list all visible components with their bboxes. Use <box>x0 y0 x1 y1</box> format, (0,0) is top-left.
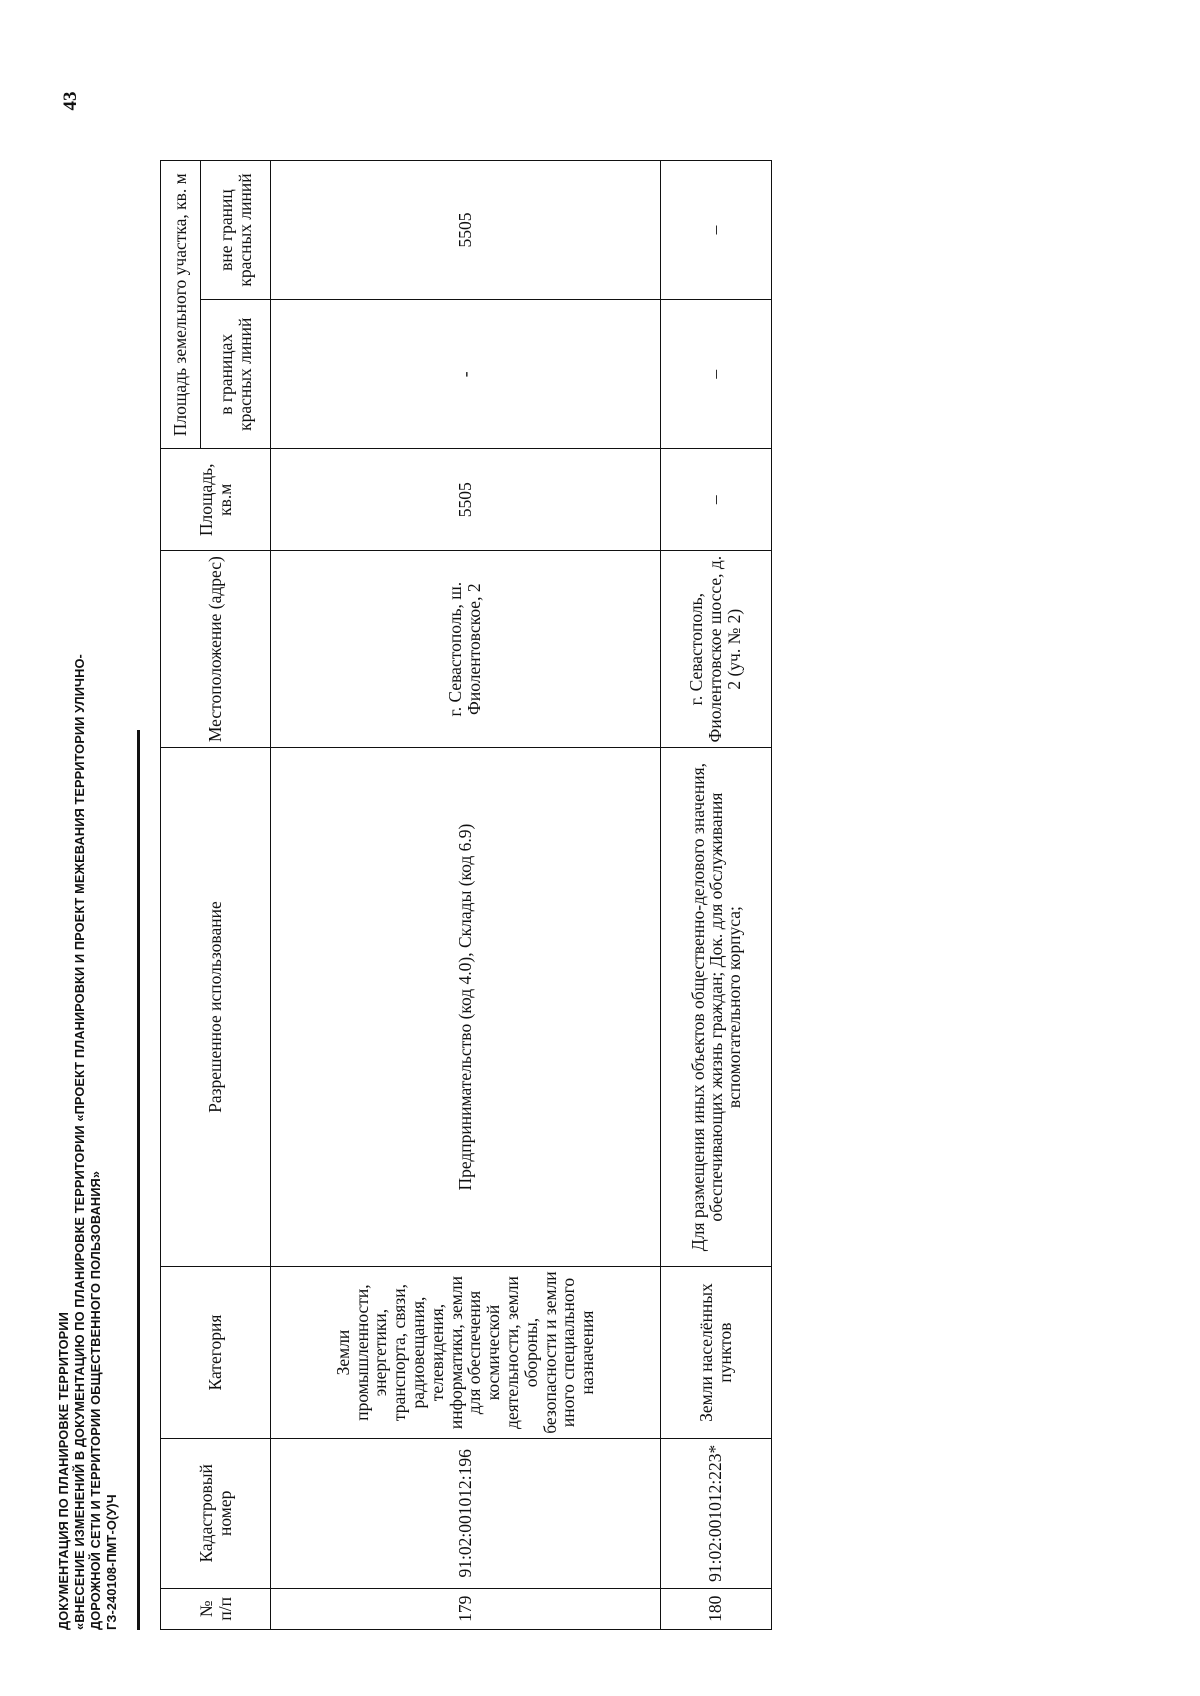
header-outside-red-lines: вне границ красных линий <box>201 161 271 300</box>
rotated-page-content <box>40 130 860 1630</box>
row-permitted-use: Предпринимательство (код 4.0), Склады (код 6.9) <box>271 748 661 1267</box>
header-area: Площадь, кв.м <box>161 449 271 551</box>
row-inside-red-lines: - <box>271 300 661 449</box>
row-location: г. Севастополь, Фиолентовское шоссе, д. 2 (уч. № 2) <box>660 551 771 748</box>
row-location: г. Севастополь, ш. Фиолентовское, 2 <box>271 551 661 748</box>
header-line-4: ГЗ-240108-ПМТ-О(У)Ч <box>104 1494 119 1630</box>
header-location: Местоположение (адрес) <box>161 551 271 748</box>
header-inside-red-lines: в границах красных линий <box>201 300 271 449</box>
row-cadastral: 91:02:001012:223* <box>660 1439 771 1588</box>
row-outside-red-lines: 5505 <box>271 161 661 300</box>
row-area: 5505 <box>271 449 661 551</box>
row-cadastral: 91:02:001012:196 <box>271 1439 661 1588</box>
row-permitted-use: Для размещения иных объектов общественно-делового значения, обеспечивающих жизнь граждан; Док. для обслуживания вспомогательного корпуса; <box>660 748 771 1267</box>
header-permitted-use: Разрешенное использование <box>161 748 271 1267</box>
row-num: 180 <box>660 1588 771 1629</box>
header-line-3: ДОРОЖНОЙ СЕТИ И ТЕРРИТОРИИ ОБЩЕСТВЕННОГО ПОЛЬЗОВАНИЯ» <box>88 1170 103 1630</box>
table-row <box>271 161 661 1630</box>
header-divider <box>137 730 140 1630</box>
row-num: 179 <box>271 1588 661 1629</box>
page-number: 43 <box>60 91 81 111</box>
header-line-2: «ВНЕСЕНИЕ ИЗМЕНЕНИЙ В ДОКУМЕНТАЦИЮ ПО ПЛАНИРОВКЕ ТЕРРИТОРИИ «ПРОЕКТ ПЛАНИРОВКИ И ПРОЕКТ МЕЖЕВАНИЯ ТЕРРИТОРИИ УЛИЧНО- <box>72 654 87 1630</box>
row-outside-red-lines: – <box>660 161 771 300</box>
row-category: Земли промышленности, энергетики, транспорта, связи, радиовещания, телевидения, информатики, земли для обеспечения космической деятельности, земли обороны, безопасности и земли иного специального назначения <box>271 1266 661 1438</box>
row-inside-red-lines: – <box>660 300 771 449</box>
header-category: Категория <box>161 1266 271 1438</box>
row-category: Земли населённых пунктов <box>660 1266 771 1438</box>
header-num: № п/п <box>161 1588 271 1629</box>
header-line-1: ДОКУМЕНТАЦИЯ ПО ПЛАНИРОВКЕ ТЕРРИТОРИИ <box>56 1312 71 1630</box>
header-cadastral: Кадастровый номер <box>161 1439 271 1588</box>
header-plot-area: Площадь земельного участка, кв. м <box>161 161 201 449</box>
land-plots-table <box>160 160 772 1630</box>
table-row <box>660 161 771 1630</box>
document-header <box>56 160 120 1630</box>
row-area: – <box>660 449 771 551</box>
